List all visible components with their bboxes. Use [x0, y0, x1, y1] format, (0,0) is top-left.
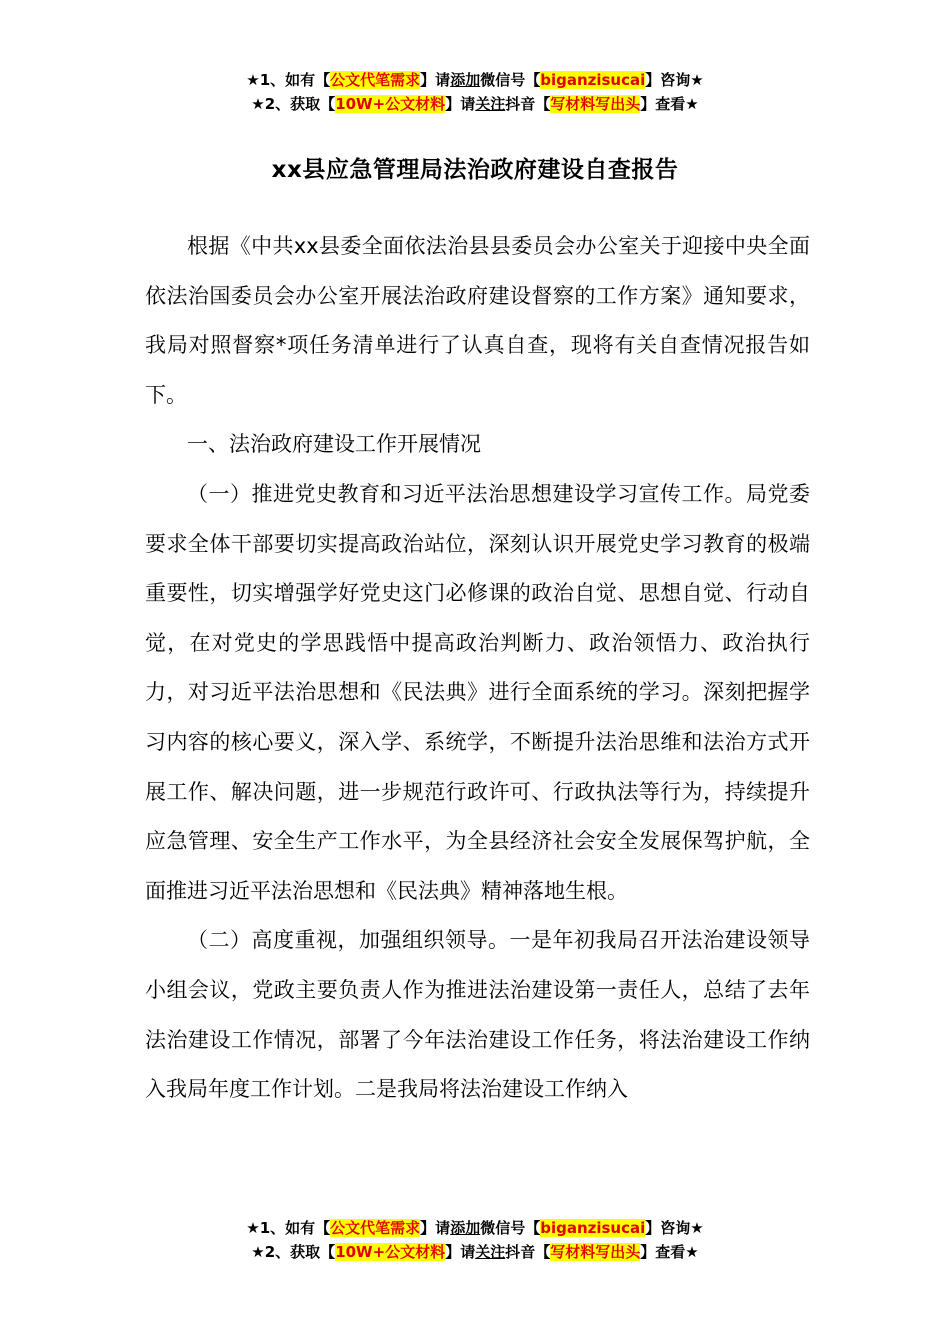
promo-text: 】请 — [445, 95, 476, 113]
promo-text: 】咨询★ — [645, 71, 704, 89]
promo-text: 抖音【 — [505, 95, 551, 113]
promo-text: 】请 — [445, 1243, 476, 1261]
promo-highlight: 写材料写出头 — [550, 1243, 641, 1261]
document-body — [145, 222, 810, 1115]
promo-emphasis: 关注 — [475, 95, 506, 113]
promo-text: 抖音【 — [505, 1243, 551, 1261]
section-heading: 一、法治政府建设工作开展情况 — [187, 432, 481, 457]
promo-line-1 — [0, 68, 950, 92]
promo-highlight: 公文代笔需求 — [330, 71, 421, 89]
promo-text: ★1、如有【 — [246, 71, 331, 89]
promo-highlight: 10W+公文材料 — [335, 1243, 446, 1261]
promo-text: ★1、如有【 — [246, 1219, 331, 1237]
promo-text: 】请 — [420, 71, 451, 89]
promo-text: 微信号【 — [480, 71, 541, 89]
promo-emphasis: 关注 — [475, 1243, 506, 1261]
promo-text: ★2、获取【 — [251, 1243, 336, 1261]
promo-text: 】查看★ — [640, 95, 699, 113]
promo-emphasis: 添加 — [450, 1219, 481, 1237]
promo-text: ★2、获取【 — [251, 95, 336, 113]
paragraph: （二）高度重视，加强组织领导。一是年初我局召开法治建设领导小组会议，党政主要负责人作为推进法治建设第一责任人，总结了去年法治建设工作情况，部署了今年法治建设工作任务，将法治建设工作纳入我局年度工作计划。二是我局将法治建设工作纳入 — [145, 928, 810, 1102]
promo-banner-bottom — [0, 1216, 950, 1264]
promo-highlight: 公文代笔需求 — [330, 1219, 421, 1237]
promo-highlight: 10W+公文材料 — [335, 95, 446, 113]
promo-text: 】查看★ — [640, 1243, 699, 1261]
promo-line-1 — [0, 1216, 950, 1240]
promo-line-2 — [0, 1240, 950, 1264]
promo-text: 微信号【 — [480, 1219, 541, 1237]
document-title: xx县应急管理局法治政府建设自查报告 — [271, 157, 679, 183]
promo-highlight: biganzisucai — [540, 1219, 646, 1237]
paragraph: 根据《中共xx县委全面依法治县县委员会办公室关于迎接中央全面依法治国委员会办公室开展法治政府建设督察的工作方案》通知要求，我局对照督察*项任务清单进行了认真自查，现将有关自查情况报告如下。 — [145, 234, 810, 407]
promo-line-2 — [0, 92, 950, 116]
promo-text: 】咨询★ — [645, 1219, 704, 1237]
promo-highlight: 写材料写出头 — [550, 95, 641, 113]
promo-text: 】请 — [420, 1219, 451, 1237]
promo-emphasis: 添加 — [450, 71, 481, 89]
promo-banner-top — [0, 68, 950, 116]
promo-highlight: biganzisucai — [540, 71, 646, 89]
paragraph: （一）推进党史教育和习近平法治思想建设学习宣传工作。局党委要求全体干部要切实提高政治站位，深刻认识开展党史学习教育的极端重要性，切实增强学好党史这门必修课的政治自觉、思想自觉、行动自觉，在对党史的学思践悟中提高政治判断力、政治领悟力、政治执行力，对习近平法治思想和《民法典》进行全面系统的学习。深刻把握学习内容的核心要义，深入学、系统学，不断提升法治思维和法治方式开展工作、解决问题，进一步规范行政许可、行政执法等行为，持续提升应急管理、安全生产工作水平，为全县经济社会安全发展保驾护航，全面推进习近平法治思想和《民法典》精神落地生根。 — [145, 481, 810, 903]
